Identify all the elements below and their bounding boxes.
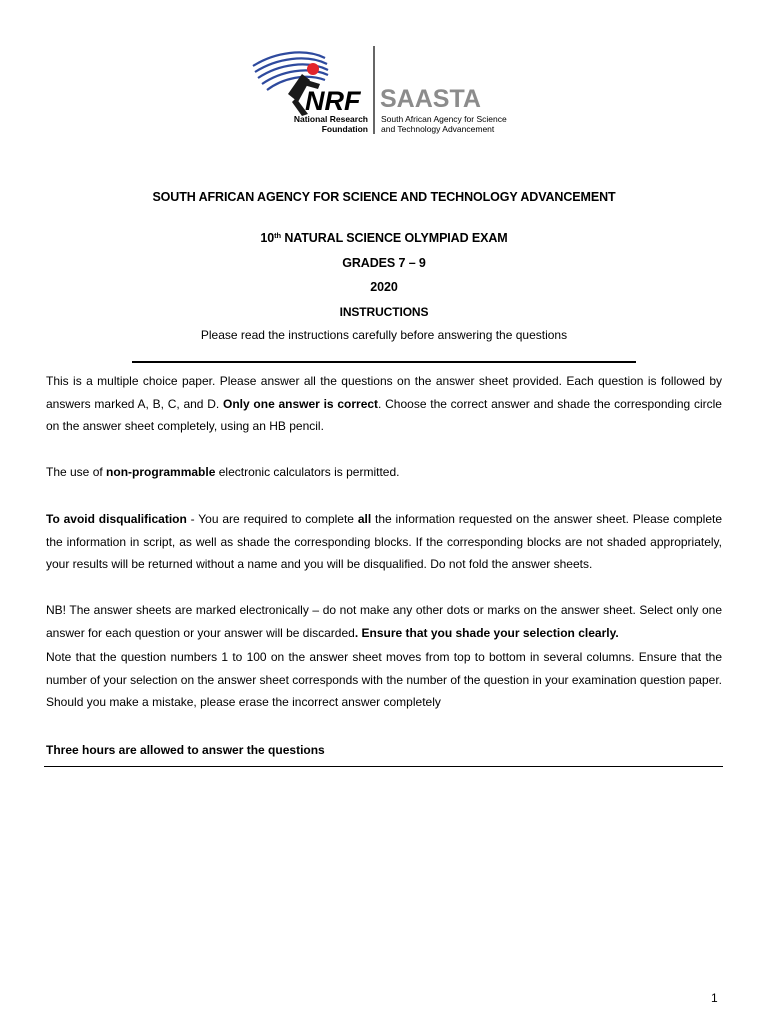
nrf-name-line2: Foundation	[321, 124, 368, 134]
nrf-name-line1: National Research	[293, 114, 368, 124]
header-divider	[132, 361, 636, 363]
paragraph-calculators	[46, 461, 722, 484]
grades-heading: GRADES 7 – 9	[342, 256, 426, 270]
page-number: 1	[711, 991, 718, 1005]
footer-divider	[44, 766, 723, 767]
agency-title: SOUTH AFRICAN AGENCY FOR SCIENCE AND TECHNOLOGY ADVANCEMENT	[152, 190, 616, 204]
exam-ordinal: th	[274, 231, 281, 240]
saasta-name-line1: South African Agency for Science	[381, 114, 507, 124]
time-allowed-note: Three hours are allowed to answer the questions	[46, 743, 325, 757]
instructions-subtitle: Please read the instructions carefully before answering the questions	[200, 328, 568, 342]
p2-bold: non-programmable	[106, 465, 216, 479]
exam-title	[0, 231, 768, 245]
p1-text-a: This is a multiple choice paper. Please answer all the questions on the answer sheet provided. Each question is followed by answers marked A, B, C, and D.	[46, 374, 722, 411]
paragraph-electronic-marking	[46, 599, 722, 644]
p2-text-a: The use of	[46, 465, 107, 479]
p3-bold-2: all	[357, 512, 372, 526]
p4-text-a: NB! The answer sheets are marked electronically – do not make any other dots or marks on the answer sheet. Select only one answer for each question or your answer will be discarded	[46, 603, 722, 640]
instructions-heading: INSTRUCTIONS	[339, 305, 429, 319]
p3-bold-1: To avoid disqualification	[46, 512, 187, 526]
nrf-saasta-logo	[250, 44, 525, 134]
paragraph-answer-instructions	[46, 370, 722, 438]
exam-title-text: NATURAL SCIENCE OLYMPIAD EXAM	[280, 231, 508, 245]
logo-graphic	[250, 44, 525, 134]
p1-text-b: . Choose the correct answer and shade the corresponding circle on the answer sheet completely, using an HB pencil.	[46, 396, 722, 433]
p4-bold: . Ensure that you shade your selection clearly.	[354, 625, 619, 640]
p3-text-b: the information requested on the answer sheet. Please complete the information in script, as well as shade the corresponding blocks. If the corresponding blocks are not shaded appropriately, your results will be returned without a name and you will be disqualified. Do not fold the answer sheets.	[46, 512, 722, 571]
year-heading: 2020	[370, 280, 398, 294]
saasta-name-line2: and Technology Advancement	[381, 124, 495, 134]
paragraph-disqualification	[46, 508, 722, 576]
nrf-wordmark: NRF	[305, 86, 361, 116]
saasta-wordmark: SAASTA	[380, 85, 481, 113]
red-dot	[307, 63, 319, 75]
p1-bold: Only one answer is correct	[222, 396, 379, 411]
p3-text-a: - You are required to complete	[186, 512, 358, 526]
exam-number: 10	[260, 231, 275, 245]
paragraph-question-numbers: Note that the question numbers 1 to 100 on the answer sheet moves from top to bottom in several columns. Ensure that the number of your selection on the answer sheet corresponds with the number of the question in your examination question paper. Should you make a mistake, please erase the incorrect answer completely	[46, 650, 722, 709]
p2-text-b: electronic calculators is permitted.	[215, 465, 400, 479]
